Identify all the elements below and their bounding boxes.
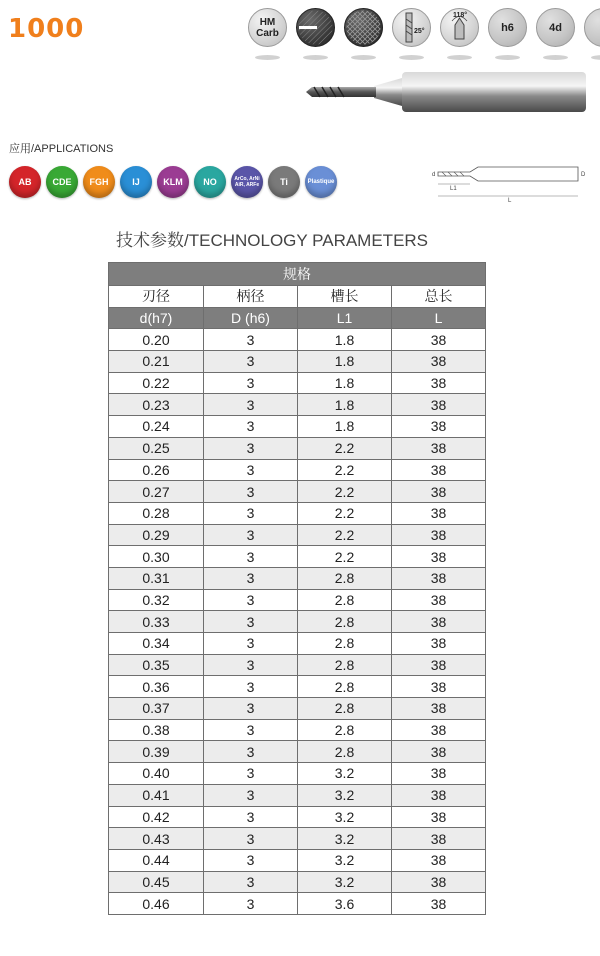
point-angle-label: 118° <box>453 12 468 19</box>
table-cell: 0.21 <box>109 351 204 373</box>
table-cell: 3.2 <box>298 871 392 893</box>
table-cell: 0.41 <box>109 784 204 806</box>
application-badges <box>9 166 337 198</box>
table-cell: 38 <box>392 828 486 850</box>
table-cell: 3 <box>204 741 298 763</box>
table-row <box>109 394 486 416</box>
table-cell: 3 <box>204 611 298 633</box>
straight-shank-icon <box>296 8 335 47</box>
table-cell: 2.8 <box>298 676 392 698</box>
table-cell: 0.20 <box>109 329 204 351</box>
table-cell: 3 <box>204 806 298 828</box>
table-cell: 0.38 <box>109 719 204 741</box>
table-cell: 2.8 <box>298 567 392 589</box>
dim-D-label: D <box>581 172 586 178</box>
table-cell: 3.2 <box>298 763 392 785</box>
table-cell: 0.27 <box>109 481 204 503</box>
table-cell: 2.8 <box>298 654 392 676</box>
table-cell: 0.45 <box>109 871 204 893</box>
table-cell: 2.8 <box>298 589 392 611</box>
table-cell: 3 <box>204 351 298 373</box>
table-cell: 1.8 <box>298 351 392 373</box>
shank-tolerance-icon <box>488 8 527 47</box>
table-cell: 38 <box>392 351 486 373</box>
table-cell: 38 <box>392 741 486 763</box>
table-cell: 38 <box>392 676 486 698</box>
table-cell: 3 <box>204 654 298 676</box>
helix-angle-icon <box>392 8 431 47</box>
table-cell: 0.23 <box>109 394 204 416</box>
dim-L-label: L <box>508 198 512 204</box>
table-cell: 38 <box>392 372 486 394</box>
shank-tolerance-label: h6 <box>501 21 514 34</box>
table-cell: 0.35 <box>109 654 204 676</box>
applications-label: 应用/APPLICATIONS <box>9 143 114 155</box>
point-angle-icon <box>440 8 479 47</box>
table-cell: 38 <box>392 567 486 589</box>
table-row <box>109 611 486 633</box>
table-cell: 3.2 <box>298 828 392 850</box>
drill-tool-image <box>304 68 590 120</box>
table-row <box>109 719 486 741</box>
app-code: Ti <box>280 177 288 187</box>
table-cell: 0.26 <box>109 459 204 481</box>
table-cell: 2.8 <box>298 633 392 655</box>
table-cell: 3 <box>204 589 298 611</box>
table-cell: 38 <box>392 589 486 611</box>
table-row <box>109 502 486 524</box>
table-cell: 3 <box>204 394 298 416</box>
table-cell: 3.2 <box>298 806 392 828</box>
table-cell: 2.2 <box>298 524 392 546</box>
app-badge-alloys <box>231 166 263 198</box>
table-cell: 3 <box>204 437 298 459</box>
table-cell: 38 <box>392 806 486 828</box>
table-cell: 38 <box>392 654 486 676</box>
app-badge-cde <box>46 166 78 198</box>
table-cell: 38 <box>392 719 486 741</box>
table-cell: 0.29 <box>109 524 204 546</box>
group-header: 规格 <box>109 263 486 286</box>
table-row <box>109 416 486 438</box>
app-code: Plastique <box>307 179 335 185</box>
table-cell: 0.32 <box>109 589 204 611</box>
table-cell: 0.28 <box>109 502 204 524</box>
table-cell: 3 <box>204 329 298 351</box>
table-cell: 0.24 <box>109 416 204 438</box>
table-cell: 2.2 <box>298 546 392 568</box>
app-code: FGH <box>89 177 109 187</box>
table-row <box>109 676 486 698</box>
symbol-header: L1 <box>298 307 392 329</box>
table-row <box>109 633 486 655</box>
table-row <box>109 654 486 676</box>
material-hm-carb-icon <box>248 8 287 47</box>
app-badge-plastique <box>305 166 337 198</box>
table-cell: 3 <box>204 698 298 720</box>
table-row <box>109 763 486 785</box>
app-code: IJ <box>132 177 140 187</box>
table-cell: 38 <box>392 893 486 915</box>
table-cell: 3 <box>204 849 298 871</box>
column-header: 柄径 <box>204 286 298 308</box>
table-cell: 2.8 <box>298 611 392 633</box>
app-badge-fgh <box>83 166 115 198</box>
table-cell: 0.39 <box>109 741 204 763</box>
table-row <box>109 459 486 481</box>
table-cell: 38 <box>392 416 486 438</box>
table-cell: 1.8 <box>298 329 392 351</box>
table-cell: 3 <box>204 416 298 438</box>
table-cell: 38 <box>392 633 486 655</box>
table-cell: 3.2 <box>298 784 392 806</box>
table-row <box>109 784 486 806</box>
table-cell: 38 <box>392 329 486 351</box>
table-cell: 3 <box>204 372 298 394</box>
table-cell: 2.8 <box>298 698 392 720</box>
section-title: 技术参数/TECHNOLOGY PARAMETERS <box>116 231 429 250</box>
app-code: CDE <box>52 177 72 187</box>
table-cell: 2.2 <box>298 437 392 459</box>
table-cell: 2.2 <box>298 481 392 503</box>
table-cell: 3 <box>204 567 298 589</box>
symbol-header: D (h6) <box>204 307 298 329</box>
table-cell: 0.33 <box>109 611 204 633</box>
model-number: 1000 <box>8 14 85 44</box>
table-cell: 3 <box>204 633 298 655</box>
table-cell: 3 <box>204 784 298 806</box>
material-label: HM Carb <box>256 16 279 39</box>
table-cell: 3 <box>204 481 298 503</box>
table-cell: 3 <box>204 524 298 546</box>
table-row <box>109 806 486 828</box>
helix-angle-label: 25° <box>414 28 425 35</box>
table-cell: 2.8 <box>298 719 392 741</box>
table-cell: 2.2 <box>298 502 392 524</box>
table-cell: 38 <box>392 763 486 785</box>
table-cell: 38 <box>392 611 486 633</box>
table-cell: 2.8 <box>298 741 392 763</box>
app-code: AB <box>18 177 32 187</box>
table-cell: 0.36 <box>109 676 204 698</box>
table-cell: 0.40 <box>109 763 204 785</box>
table-row <box>109 437 486 459</box>
table-row <box>109 567 486 589</box>
table-row <box>109 351 486 373</box>
table-cell: 3 <box>204 459 298 481</box>
table-row <box>109 372 486 394</box>
parameters-table <box>108 262 486 915</box>
table-cell: 3 <box>204 502 298 524</box>
table-cell: 3 <box>204 676 298 698</box>
table-cell: 38 <box>392 502 486 524</box>
table-row <box>109 698 486 720</box>
dimension-drawing <box>430 160 590 206</box>
table-cell: 38 <box>392 546 486 568</box>
table-cell: 0.44 <box>109 849 204 871</box>
table-cell: 0.43 <box>109 828 204 850</box>
drill-depth-label: 4d <box>549 21 562 34</box>
table-cell: 0.42 <box>109 806 204 828</box>
dim-d-label: d <box>432 172 436 178</box>
drill-depth-icon <box>536 8 575 47</box>
column-header: 槽长 <box>298 286 392 308</box>
table-row <box>109 849 486 871</box>
table-row <box>109 871 486 893</box>
table-cell: 0.30 <box>109 546 204 568</box>
app-badge-klm <box>157 166 189 198</box>
table-cell: 1.8 <box>298 372 392 394</box>
table-cell: 0.34 <box>109 633 204 655</box>
table-row <box>109 893 486 915</box>
table-cell: 3 <box>204 893 298 915</box>
symbol-header: d(h7) <box>109 307 204 329</box>
table-row <box>109 329 486 351</box>
column-header: 总长 <box>392 286 486 308</box>
table-cell: 38 <box>392 394 486 416</box>
table-row <box>109 481 486 503</box>
app-badge-ij <box>120 166 152 198</box>
table-cell: 0.25 <box>109 437 204 459</box>
app-code: ArCo, ArNi AiR, ARFe <box>234 176 260 188</box>
dim-L1-label: L1 <box>450 186 457 192</box>
table-cell: 38 <box>392 871 486 893</box>
table-cell: 1.8 <box>298 394 392 416</box>
coated-surface-icon <box>344 8 383 47</box>
app-badge-ti <box>268 166 300 198</box>
table-row <box>109 741 486 763</box>
table-cell: 1.8 <box>298 416 392 438</box>
table-cell: 38 <box>392 698 486 720</box>
table-cell: 3 <box>204 871 298 893</box>
table-cell: 3 <box>204 828 298 850</box>
spec-icons <box>248 8 600 47</box>
table-cell: 0.46 <box>109 893 204 915</box>
table-cell: 0.22 <box>109 372 204 394</box>
table-cell: 3.2 <box>298 849 392 871</box>
table-cell: 0.31 <box>109 567 204 589</box>
table-row <box>109 546 486 568</box>
table-body <box>109 329 486 915</box>
table-cell: 38 <box>392 849 486 871</box>
table-cell: 38 <box>392 459 486 481</box>
table-cell: 0.37 <box>109 698 204 720</box>
table-row <box>109 589 486 611</box>
table-row <box>109 524 486 546</box>
table-cell: 38 <box>392 437 486 459</box>
app-code: NO <box>203 177 217 187</box>
table-cell: 38 <box>392 481 486 503</box>
table-row <box>109 828 486 850</box>
app-code: KLM <box>163 177 183 187</box>
table-cell: 3 <box>204 546 298 568</box>
blank-spec-icon <box>584 8 600 47</box>
table-cell: 3 <box>204 763 298 785</box>
table-cell: 38 <box>392 784 486 806</box>
table-cell: 3 <box>204 719 298 741</box>
table-cell: 38 <box>392 524 486 546</box>
app-badge-ab <box>9 166 41 198</box>
table-cell: 3.6 <box>298 893 392 915</box>
symbol-header: L <box>392 307 486 329</box>
app-badge-no <box>194 166 226 198</box>
table-cell: 2.2 <box>298 459 392 481</box>
column-header: 刃径 <box>109 286 204 308</box>
